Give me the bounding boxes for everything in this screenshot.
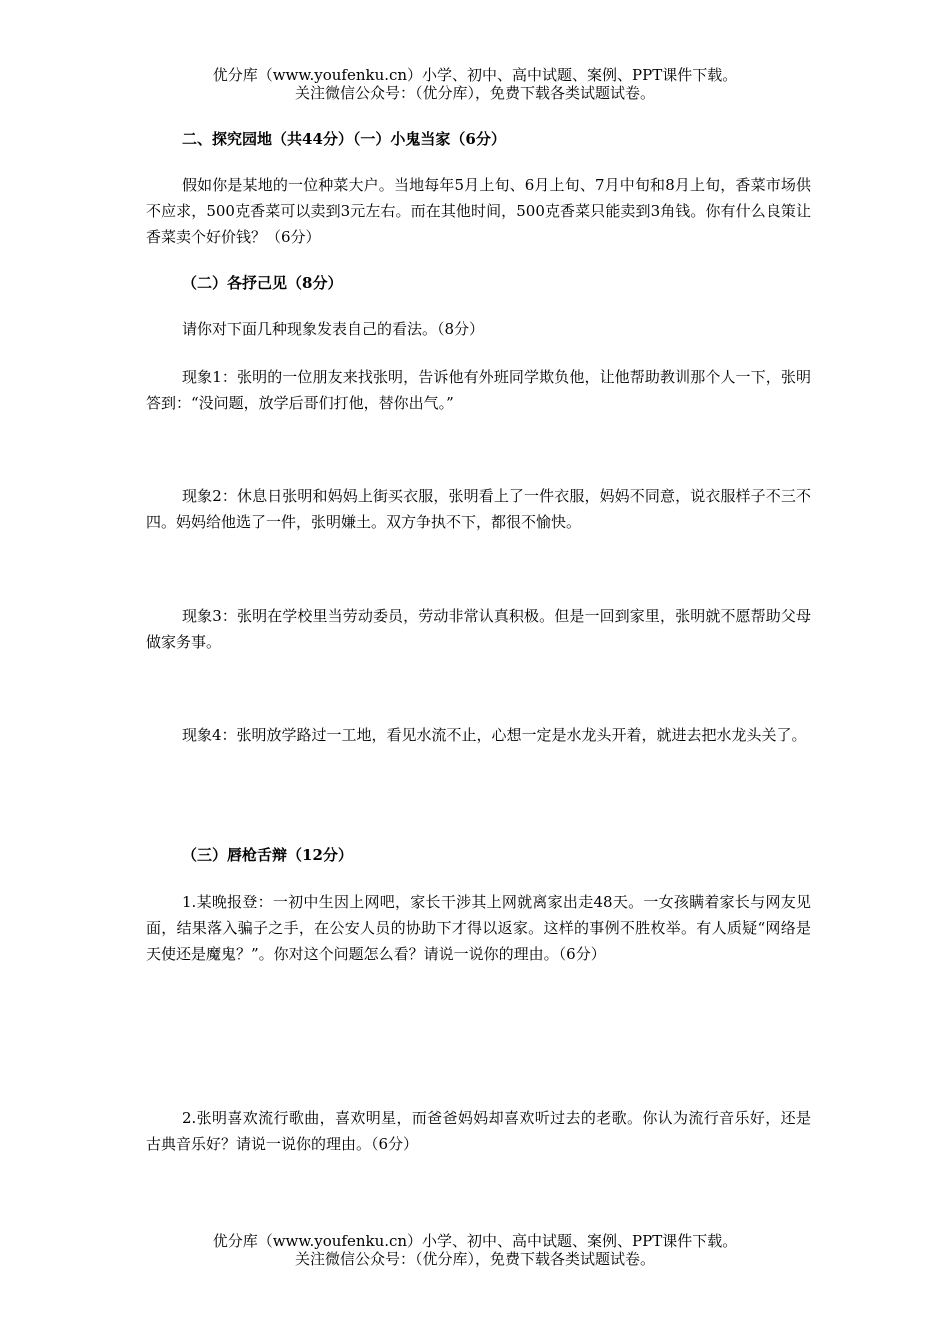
- phenomenon-3: 现象3：张明在学校里当劳动委员，劳动非常认真积极。但是一回到家里，张明就不愿帮助父母做家务事。: [146, 607, 811, 651]
- part-2-intro-block: [146, 316, 811, 342]
- footer-line-2: 关注微信公众号：（优分库），免费下载各类试题试卷。: [294, 1250, 655, 1268]
- part-3-title: （三）唇枪舌辩（12分）: [182, 846, 353, 864]
- phenomenon-4: 现象4：张明放学路过一工地，看见水流不止，心想一定是水龙头开着，就进去把水龙头关了。: [182, 726, 807, 744]
- phenomenon-2-block: [146, 483, 811, 535]
- question-1-block: [146, 172, 811, 250]
- part-2-intro: 请你对下面几种现象发表自己的看法。（8分）: [182, 320, 485, 338]
- debate-question-1: 1.某晚报登：一初中生因上网吧，家长干涉其上网就离家出走48天。一女孩瞒着家长与网友见面，结果落入骗子之手，在公安人员的协助下才得以返家。这样的事例不胜枚举。有人质疑“网络是天使还是魔鬼？”。你对这个问题怎么看？请说一说你的理由。（6分）: [146, 893, 811, 963]
- footer-line-1: 优分库（www.youfenku.cn）小学、初中、高中试题、案例、PPT课件下载。: [212, 1232, 738, 1250]
- debate-question-2: 2.张明喜欢流行歌曲，喜欢明星，而爸爸妈妈却喜欢听过去的老歌。你认为流行音乐好，还是古典音乐好？请说一说你的理由。（6分）: [146, 1109, 811, 1153]
- phenomenon-1-block: [146, 364, 811, 416]
- part-2-title-block: [146, 270, 811, 296]
- header-line-1: 优分库（www.youfenku.cn）小学、初中、高中试题、案例、PPT课件下载。: [212, 66, 738, 84]
- page-footer: [0, 1232, 950, 1268]
- part-2-title: （二）各抒己见（8分）: [182, 274, 343, 292]
- debate-question-1-block: [146, 889, 811, 967]
- debate-question-2-block: [146, 1105, 811, 1157]
- page-header: [0, 66, 950, 102]
- section-2-title: 二、探究园地（共44分）（一）小鬼当家（6分）: [182, 130, 506, 148]
- phenomenon-3-block: [146, 603, 811, 655]
- vegetable-question: 假如你是某地的一位种菜大户。当地每年5月上旬、6月上旬、7月中旬和8月上旬，香菜市场供不应求，500克香菜可以卖到3元左右。而在其他时间，500克香菜只能卖到3角钱。你有什么良策让香菜卖个好价钱？（6分）: [146, 176, 811, 246]
- phenomenon-4-block: [146, 722, 811, 748]
- phenomenon-1: 现象1：张明的一位朋友来找张明，告诉他有外班同学欺负他，让他帮助教训那个人一下，张明答到：“没问题，放学后哥们打他，替你出气。”: [146, 368, 811, 412]
- part-3-title-block: [146, 842, 811, 868]
- header-line-2: 关注微信公众号：（优分库），免费下载各类试题试卷。: [294, 84, 655, 102]
- section-2-title-block: [146, 126, 811, 152]
- phenomenon-2: 现象2：休息日张明和妈妈上街买衣服，张明看上了一件衣服，妈妈不同意，说衣服样子不三不四。妈妈给他选了一件，张明嫌土。双方争执不下，都很不愉快。: [146, 487, 811, 531]
